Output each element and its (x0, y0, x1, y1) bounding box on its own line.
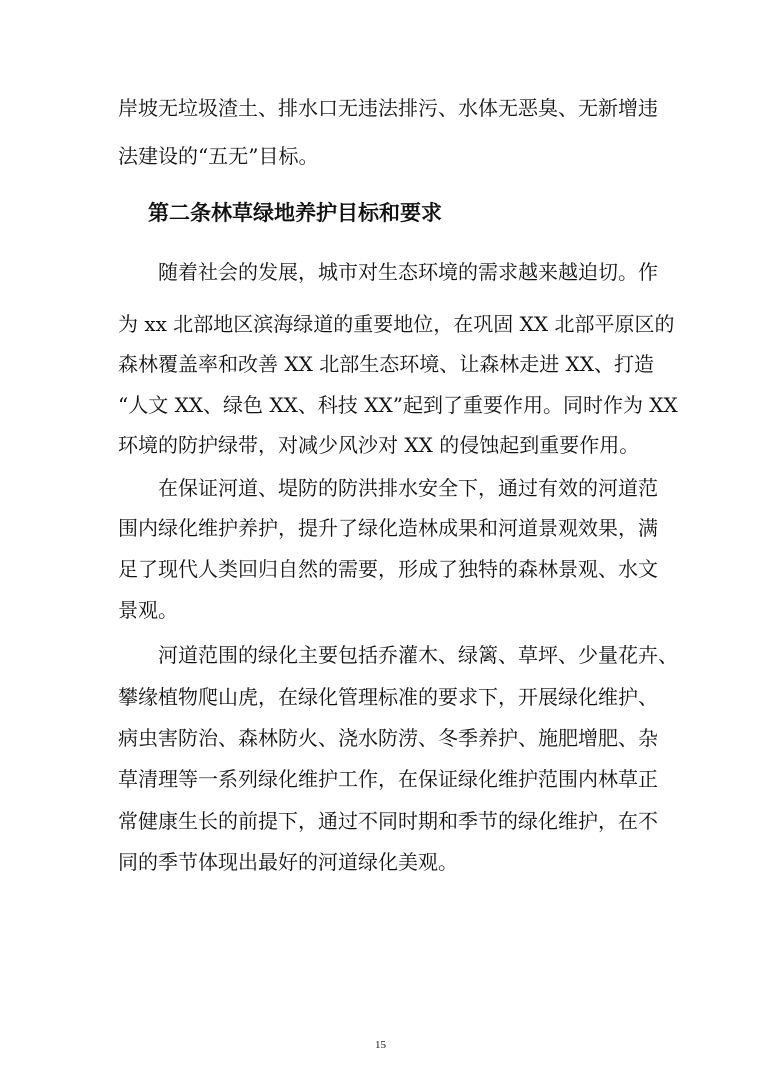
text-line: 足了现代人类回归自然的需要，形成了独特的森林景观、水文 (118, 557, 658, 581)
text-line: 在保证河道、堤防的防洪排水安全下，通过有效的河道范 (158, 476, 658, 500)
section-heading: 第二条林草绿地养护目标和要求 (148, 201, 442, 225)
text-line: 河道范围的绿化主要包括乔灌木、绿篱、草坪、少量花卉、 (158, 643, 678, 667)
text-line: 同的季节体现出最好的河道绿化美观。 (118, 850, 458, 874)
text-line: 病虫害防治、森林防火、浇水防涝、冬季养护、施肥增肥、杂 (118, 726, 658, 750)
text-line: 攀缘植物爬山虎，在绿化管理标准的要求下，开展绿化维护、 (118, 685, 658, 709)
text-line: “人文 XX、绿色 XX、科技 XX”起到了重要作用。同时作为 XX (118, 393, 678, 417)
text-line: 常健康生长的前提下，通过不同时期和季节的绿化维护，在不 (118, 809, 658, 833)
text-line: 随着社会的发展，城市对生态环境的需求越来越迫切。作 (158, 260, 658, 284)
text-line: 景观。 (118, 598, 178, 622)
text-line: 岸坡无垃圾渣土、排水口无违法排污、水体无恶臭、无新增违 (118, 96, 658, 120)
text-line: 森林覆盖率和改善 XX 北部生态环境、让森林走进 XX、打造 (118, 352, 655, 376)
text-line: 法建设的“五无”目标。 (118, 144, 319, 168)
page-number: 15 (375, 1039, 386, 1051)
text-line: 围内绿化维护养护，提升了绿化造林成果和河道景观效果，满 (118, 516, 658, 540)
text-line: 为 xx 北部地区滨海绿道的重要地位，在巩固 XX 北部平原区的 (118, 312, 675, 336)
text-line: 草清理等一系列绿化维护工作，在保证绿化维护范围内林草正 (118, 767, 658, 791)
text-line: 环境的防护绿带，对减少风沙对 XX 的侵蚀起到重要作用。 (118, 433, 640, 457)
